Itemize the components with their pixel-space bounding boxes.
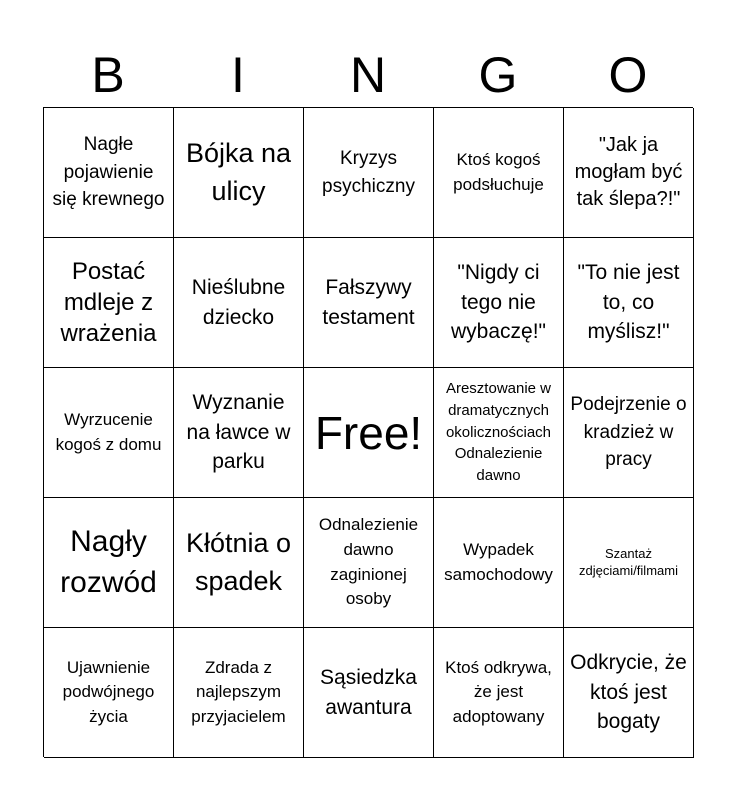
bingo-cell[interactable]: Wyznanie na ławce w parku (174, 368, 304, 498)
bingo-cell[interactable]: Nagły rozwód (44, 498, 174, 628)
bingo-cell[interactable]: "Nigdy ci tego nie wybaczę!" (434, 238, 564, 368)
bingo-cell[interactable]: Zdrada z najlepszym przyjacielem (174, 628, 304, 758)
bingo-cell[interactable]: Sąsiedzka awantura (304, 628, 434, 758)
header-letter-b: B (91, 47, 125, 103)
bingo-cell[interactable]: "To nie jest to, co myślisz!" (564, 238, 694, 368)
header-letter-i: I (231, 47, 245, 103)
bingo-cell[interactable]: Kłótnia o spadek (174, 498, 304, 628)
bingo-cell[interactable]: Kryzys psychiczny (304, 108, 434, 238)
bingo-cell[interactable]: Postać mdleje z wrażenia (44, 238, 174, 368)
bingo-cell[interactable]: Fałszywy testament (304, 238, 434, 368)
bingo-cell[interactable]: Podejrzenie o kradzież w pracy (564, 368, 694, 498)
header-letter-n: N (349, 47, 387, 103)
header-letter-o: O (608, 47, 648, 103)
bingo-cell[interactable]: Nieślubne dziecko (174, 238, 304, 368)
bingo-cell[interactable]: Ktoś odkrywa, że jest adoptowany (434, 628, 564, 758)
bingo-cell[interactable]: Odnalezienie dawno zaginionej osoby (304, 498, 434, 628)
bingo-card (43, 107, 693, 757)
free-space-cell[interactable]: Free! (304, 368, 434, 498)
bingo-cell[interactable]: Wyrzucenie kogoś z domu (44, 368, 174, 498)
bingo-cell[interactable]: Wypadek samochodowy (434, 498, 564, 628)
bingo-cell[interactable]: Ujawnienie podwójnego życia (44, 628, 174, 758)
header-letter-g: G (478, 47, 518, 103)
bingo-header (43, 44, 693, 106)
bingo-cell[interactable]: Ktoś kogoś podsłuchuje (434, 108, 564, 238)
bingo-cell[interactable]: Bójka na ulicy (174, 108, 304, 238)
bingo-cell[interactable]: "Jak ja mogłam być tak ślepa?!" (564, 108, 694, 238)
bingo-cell[interactable]: Nagłe pojawienie się krewnego (44, 108, 174, 238)
bingo-cell[interactable]: Odkrycie, że ktoś jest bogaty (564, 628, 694, 758)
bingo-cell[interactable]: Szantaż zdjęciami/filmami (564, 498, 694, 628)
bingo-cell[interactable]: Aresztowanie w dramatycznych okolicznościach Odnalezienie dawno (434, 368, 564, 498)
